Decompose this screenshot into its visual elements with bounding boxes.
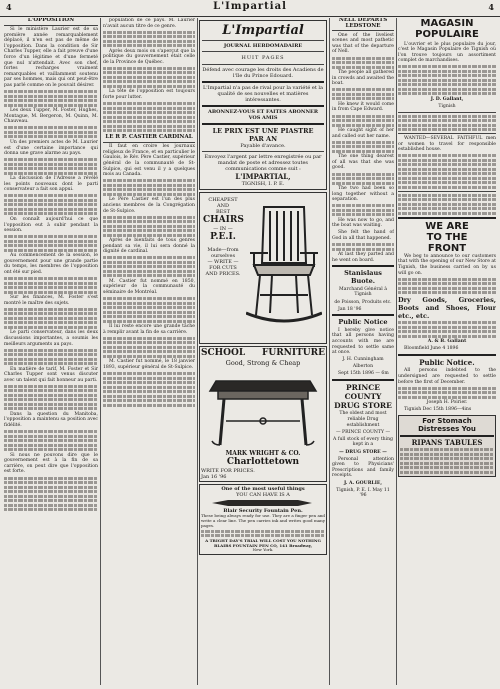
col4-paragraph: He caught sight of her and called out her name. (332, 128, 394, 139)
address-place: TIGNISH, I. P. E. (241, 181, 285, 187)
magasin-name: J. D. Gallant, (430, 96, 464, 102)
public-notice-heading: Public Notice (338, 318, 388, 327)
stomach-line-2: Distresses You (418, 424, 476, 433)
ripans-title: RIPANS TABULES (411, 437, 483, 447)
furniture-word: FURNITURE (261, 348, 325, 358)
merchant-line: Marchand Général à Tignish (339, 286, 387, 298)
chairs-word-big: CHAIRS (203, 215, 244, 225)
col2-paragraph: La tête de l'opposition est toujours forte pour lutter. (103, 89, 195, 101)
public-notice-body: I hereby give notice that all persons having accounts with me are requested to settle same at once. (332, 327, 394, 356)
column-5 (398, 18, 496, 685)
maker-name: MARK WRIGHT & CO. (225, 450, 301, 457)
fountain-pen-ad (199, 484, 327, 555)
drug-store-label: — DRUG STORE — (339, 449, 387, 455)
remit-instructions: Envoyez l'argent par lettre enregistrée ou par mandat de poste et adressez toutes communications comme suit : (204, 154, 322, 172)
public-notice-2-heading: Public Notice. (419, 357, 475, 367)
col1-paragraph: Dans la question du Manitoba, l'opposition a maintenu sa position avec fidélité. (4, 411, 98, 429)
column-rule (329, 18, 330, 685)
chairs-word-big: P.E.I. (210, 232, 236, 242)
col2-paragraph: Il faut en croire les journaux religieux de France, et en particulier le Gaulois, le Rév. Père Castier, supérieur général de la communauté de St-Sulpice, qui est venu il y a quelques mois au Canada. (103, 144, 195, 178)
price-line-1: LE PRIX EST UNE PIASTRE (212, 127, 314, 135)
impartial-subtitle: JOURNAL HEBDOMADAIRE (223, 43, 303, 49)
three-days: A TRIGHT DAY'S TRIAL WILL COST YOU NOTHING (205, 537, 321, 543)
col4-paragraph: He knew it would come in from Cape Edward. (332, 101, 394, 113)
fountain-company: BLAIRS FOUNTAIN PEN CO, 141 Broadway, (213, 542, 312, 548)
chairs-word: — IN — (213, 226, 233, 232)
notice-date: Sept 15th 1896 — 6m (338, 371, 389, 377)
price-line-2: PAR AN (248, 135, 278, 143)
maker-town: Charlottetown (226, 457, 300, 467)
drug-stock: A full stock of every thing kept in a (332, 436, 393, 448)
impartial-promo-2: L'Impartial n'a pas de rival pour la variété et la qualité de ses nouvelles et matières intéressantes. (202, 85, 324, 103)
stomach-line-1: For Stomach (422, 416, 472, 425)
to-the: TO THE (426, 231, 468, 243)
column-2-heading: LE R P. CASTIER CARDINAL (103, 135, 195, 143)
magasin-body: L'ouvrier et le plus populaire du jour, c'est le Magasin Populaire de Tignish où l'on trouve toujours un assortiment complet de marchandises. (398, 41, 496, 64)
impartial-banner: L'Impartial (222, 23, 304, 38)
col2-paragraph: M. Castier fut nommé, le 18 janvier 1893, supérieur général de St-Sulpice. (103, 359, 195, 370)
school-word: SCHOOL (201, 348, 246, 358)
front: FRONT (427, 242, 467, 254)
drug-tagline: The oldest and most reliable Drug establishment (339, 411, 387, 428)
column-2 (103, 18, 195, 685)
col4-paragraph: One of the liveliest scenes and most pathetic was that of the departure of Nell. (332, 32, 394, 55)
drug-body: Personal attention given to Physicians' Prescriptions and family receipts. (332, 456, 394, 479)
col2-paragraph: Après deux mois on s'aperçut que la politique du gouvernement était celle de la Province de Québec. (103, 48, 195, 65)
col2-paragraph: Le Père Castier est l'un des plus anciens membres de la Congrégation de St-Sulpice. (103, 197, 195, 214)
impartial-ad (199, 20, 327, 190)
column-rule (197, 18, 198, 685)
col4-paragraph: She felt the hand of God in all that happened. (332, 230, 394, 242)
column-rule (100, 18, 101, 685)
druggist-name: J. A. GOURLIE, (343, 480, 382, 486)
fountain-city: New York. (252, 547, 274, 553)
notice-name: J. H. Cunningham (342, 357, 384, 363)
wanted-ad: WANTED—SEVERAL FAITHFUL men or women to travel for responsible established house. (398, 136, 496, 153)
school-furniture-ad (199, 346, 327, 482)
prince-county: — PRINCE COUNTY — (335, 429, 391, 435)
useful-title: One of the most useful things (221, 486, 305, 492)
merchant-date: Jan 18 '96 (338, 306, 362, 312)
fountain-body: These being always ready for use. They are a finger pen and write a clear line. The pen carries ink and writes good many pages. (201, 513, 325, 528)
magasin-place: Tignish (438, 103, 456, 109)
col4-paragraph: The one thing dearest of all was that she was good. (332, 154, 394, 171)
for-cuts: FOR CUTS (209, 265, 237, 271)
col1-paragraph: Sur les finances, M. Foster s'est montré le maître des sujets. (4, 295, 98, 306)
merchant-heading: Stanislaus Buote. (344, 269, 382, 286)
address-name: L'IMPARTIAL, (235, 172, 291, 181)
write-for-prices: WRITE FOR PRICES. (201, 468, 255, 474)
col1-paragraph: On connaît aujourd'hui ce que l'opposition eut à subir pendant la session. (4, 216, 98, 234)
col1-paragraph: La discussion de l'Adresse a révélé les points nouveaux dont le parti conservateur a fait son appui. (4, 176, 98, 193)
column-3-ads (199, 18, 327, 685)
notice-place: Alberton (352, 364, 374, 370)
chairs-word: CHEAPEST (208, 197, 238, 203)
col4-paragraph: The people all gathered in crowds and awaited the boat. (332, 70, 394, 87)
ad-date: Jan 16 '96 (201, 474, 227, 480)
impartial-subscribe: ABONNEZ-VOUS ET FAITES ABONNER VOS AMIS (207, 109, 319, 121)
col2-paragraph: M. Castier fut nommé en 1850, supérieur de la communauté du séminaire de Montréal. (103, 278, 195, 296)
impartial-pages: HUIT PAGES (241, 55, 285, 61)
col2-paragraph: Après de bienfaits de tous genres pendant sa vie, il lui sera donné la dignité de cardinal. (103, 238, 195, 255)
page-number-right: 4 (488, 2, 494, 12)
col4-paragraph: He was now to go, and the boat was waiting. (332, 217, 394, 229)
rocking-chair-illustration (246, 203, 322, 331)
dry-goods: Dry Goods, Groceries, Boots and Shoes, Flour etc., etc. (398, 295, 496, 320)
notice-2-date: Tignish Dec 15th 1896—4ins (404, 407, 472, 413)
page-number-left: 4 (6, 2, 12, 12)
public-notice-2-body: All persons indebted to the undersigned are requested to settle before the first of December. (398, 368, 496, 385)
merchant-detail: de Poisson, Produits etc. (334, 299, 392, 305)
good-strong-cheap: Good, Strong & Cheap (225, 359, 301, 367)
col1-paragraph: Un des premiers actes de M. Laurier est d'une certaine importance qui donna une grave alarme au pays. (4, 139, 98, 157)
firm-name: A. & B. Gallant (427, 339, 467, 345)
column-4 (332, 18, 394, 685)
masthead-title: L'Impartial (213, 1, 287, 12)
made-from: Made—from ourselves (207, 247, 239, 259)
impartial-promo: Défend avec courage les droits des Acadiens de l'Ile du Prince Edouard. (202, 67, 324, 79)
column-1-heading: L'OPPOSITION (4, 18, 98, 26)
notice-2-sign: Joseph H. Poirier. (426, 400, 468, 406)
col4-paragraph: At last they parted and he went on board. (332, 252, 394, 263)
col2-paragraph: Il lui reste encore une grande tâche à remplir avant la fin de sa carrière. (103, 324, 195, 335)
column-1 (4, 18, 98, 685)
and-prices: AND PRICES. (205, 271, 241, 277)
chairs-ad (199, 192, 327, 344)
fountain-pen-name: Blair Security Fountain Pen. (223, 508, 303, 514)
write-label: — WRITE — (207, 259, 239, 265)
masthead (0, 0, 500, 17)
col4-paragraph: The two had been so long together without a separation. (332, 186, 394, 203)
school-desk-illustration (204, 369, 322, 449)
front-body: We beg to announce to our customers that with the opening of our New Store at Tignish, the business carried on by us will go on. (398, 253, 496, 276)
col1-paragraph: Si nous ne pouvons dire que le gouvernement est à la fin de sa carrière, on peut dire que l'opposition est forte. (4, 452, 98, 475)
ripans-ad (398, 415, 496, 478)
firm-date: Bloomfield June 4 1896 (404, 346, 459, 352)
col1-paragraph: En matière de tarif, M. Foster et Sir Charles Tupper sont venus discuter avec un talent qui fait honneur au parti. (4, 366, 98, 383)
col1-paragraph: Au commencement de la session, le gouvernement pour une grande partie du temps, les membres de l'opposition ont été sur pied. (4, 253, 98, 276)
col2-paragraph: population de ce pays. M. Laurier n'avait aucun titre de ce genre. (103, 18, 195, 29)
magasin-heading: MAGASIN POPULAIRE (415, 18, 479, 40)
useful-sub: YOU CAN HAVE IS A (236, 492, 290, 498)
chairs-word: AND (217, 203, 229, 209)
druggist-place: Tignish, P. E. I. May 11 '96 (336, 487, 390, 499)
we-are: WE ARE (425, 220, 469, 232)
col1-paragraph: Si le ministère Laurier est de sa première année remarquablement déplacé, il n'en est pas de même de l'opposition. Dans la condition de Sir Charles Tupper, elle a fait preuve d'une force d'un légitime et d'une fermeté que nul n'attendait. Avec son chef, fortes recharges vraiment remarquables et vaillamment soutenu par ses hommes, mais qui ont peut-être pas parlé comme on le pouvait désirer. (4, 27, 98, 89)
col1-paragraph: Le parti conservateur, dans les deux discussions importantes, a soumis les meilleurs arguments au pays. (4, 330, 98, 347)
chairs-word: BEST (215, 209, 231, 215)
col1-paragraph: Les deux Tupper, M. Foster, Hughes, Montague, M. Bergeron, M. Quinn, M. Chauveau. (4, 108, 98, 125)
pen-illustration (208, 499, 318, 507)
column-rule (396, 18, 397, 685)
column-4-heading: NELL DEPARTS LEDSTONE (332, 18, 394, 31)
drug-store-heading: PRINCE COUNTY DRUG STORE (334, 382, 392, 410)
price-note: Payable d'avance. (240, 143, 286, 149)
